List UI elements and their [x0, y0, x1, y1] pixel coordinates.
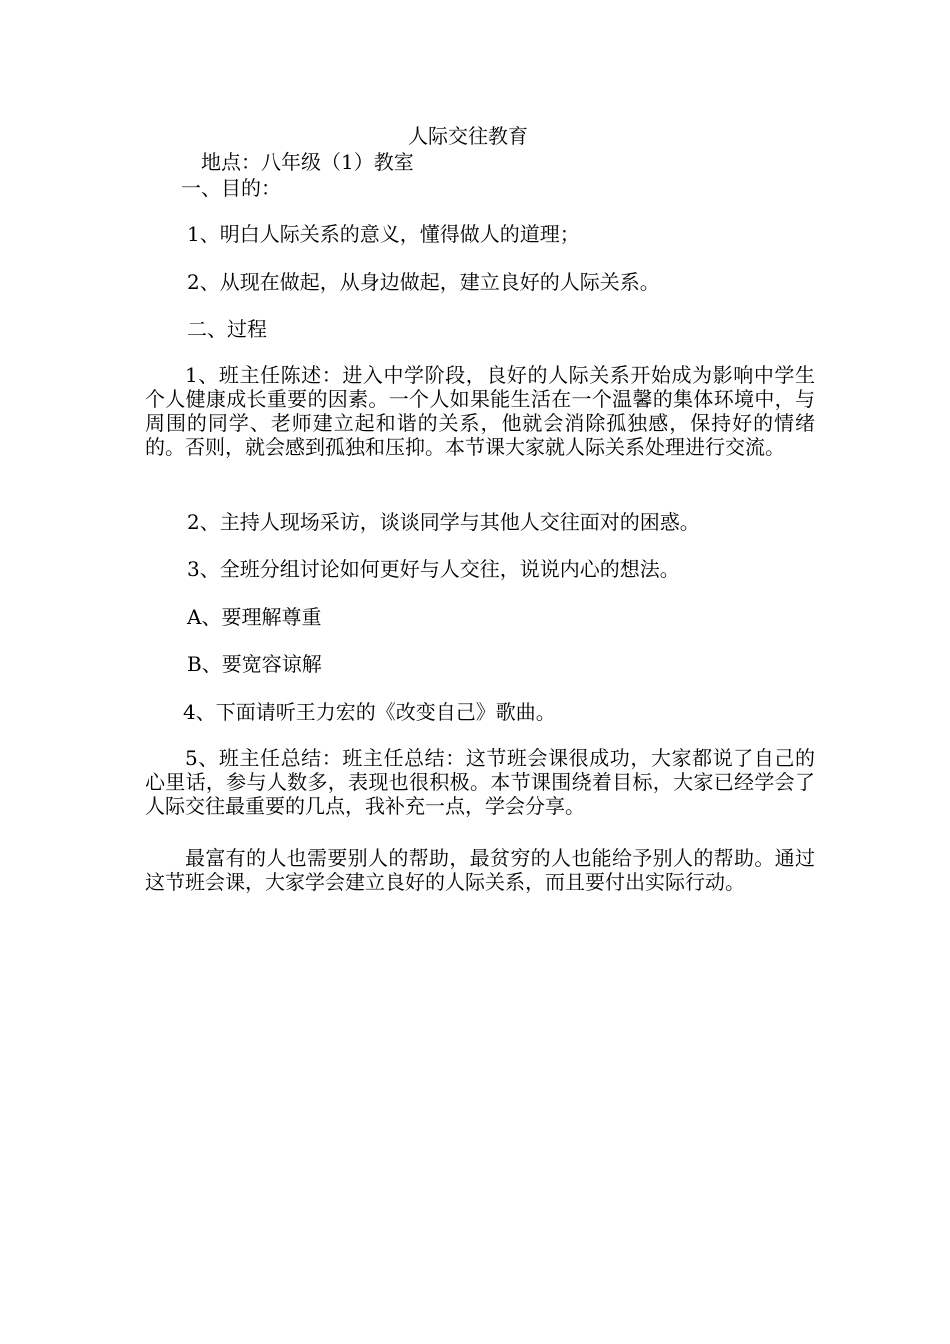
- process-step-3-a: A、要理解尊重: [187, 605, 322, 629]
- document-title: 人际交往教育: [408, 124, 528, 148]
- process-step-3-b: B、要宽容谅解: [187, 652, 322, 676]
- section-heading-process: 二、过程: [187, 317, 267, 341]
- process-step-2: 2、主持人现场采访，谈谈同学与其他人交往面对的困惑。: [187, 510, 700, 534]
- process-step-5: 5、班主任总结：班主任总结：这节班会课很成功，大家都说了自己的心里话，参与人数多，表现也很积极。本节课围绕着目标，大家已经学会了人际交往最重要的几点，我补充一点，学会分享。: [145, 746, 815, 818]
- closing-paragraph: 最富有的人也需要别人的帮助，最贫穷的人也能给予别人的帮助。通过这节班会课，大家学会建立良好的人际关系，而且要付出实际行动。: [145, 846, 815, 894]
- process-step-1: 1、班主任陈述：进入中学阶段，良好的人际关系开始成为影响中学生个人健康成长重要的因素。一个人如果能生活在一个温馨的集体环境中，与周围的同学、老师建立起和谐的关系，他就会消除孤独感，保持好的情绪的。否则，就会感到孤独和压抑。本节课大家就人际关系处理进行交流。: [145, 363, 815, 459]
- goal-item-2: 2、从现在做起，从身边做起，建立良好的人际关系。: [187, 270, 660, 294]
- section-heading-goals: 一、目的：: [181, 176, 281, 200]
- location-line: 地点：八年级（1）教室: [201, 150, 414, 174]
- process-step-4: 4、下面请听王力宏的《改变自己》歌曲。: [183, 700, 556, 724]
- goal-item-1: 1、明白人际关系的意义，懂得做人的道理；: [187, 222, 580, 246]
- process-step-3: 3、全班分组讨论如何更好与人交往，说说内心的想法。: [187, 557, 680, 581]
